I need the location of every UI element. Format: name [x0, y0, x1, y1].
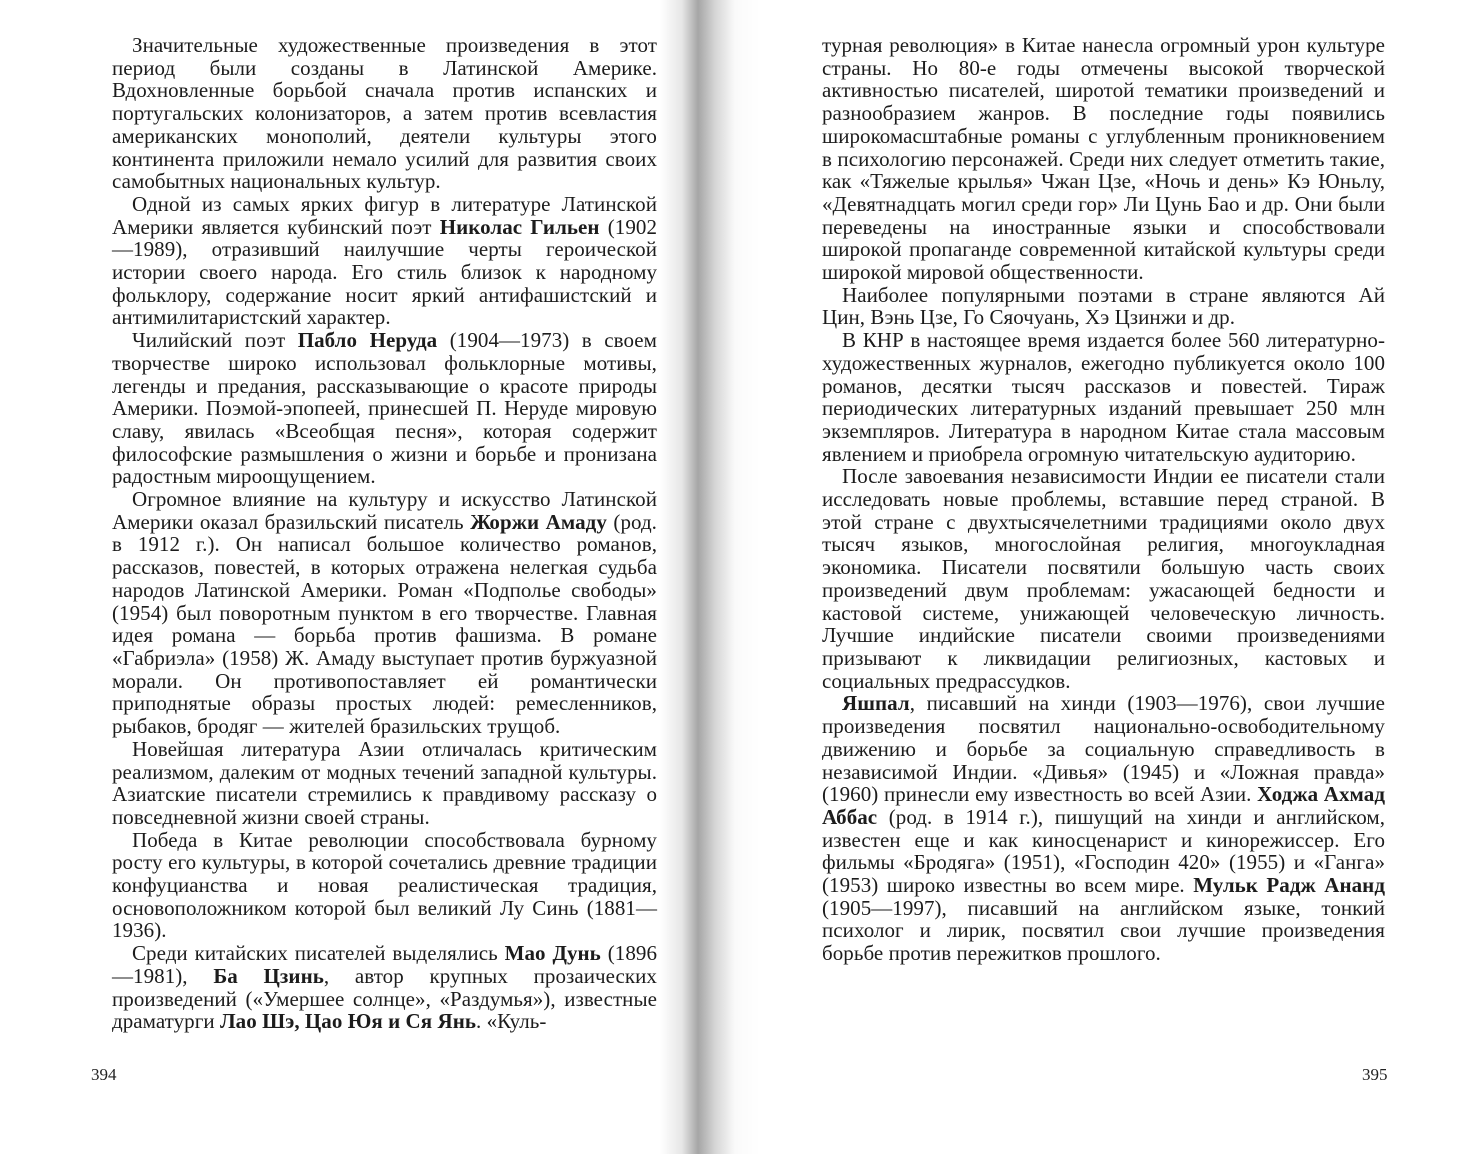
text-run: Новейшая литература Азии отличалась критическим реализмом, далеким от модных течений западной культуры. Азиатские писатели стремились к правдивому рассказу о повседневной жизни своей страны.: [112, 736, 657, 829]
text-run: турная революция» в Китае нанесла огромный урон культуре страны. Но 80-е годы отмечены высокой творческой активностью писателей, широтой тематики произведений и разнообразием жанров. В последние годы появились широкомасштабные романы с углубленным проникновением в психологию персонажей. Среди них следует отметить такие, как «Тяжелые крылья» Чжан Цзе, «Ночь и день» Кэ Юньлу, «Девятнадцать могил среди гор» Ли Цунь Бао и др. Они были переведены на иностранные языки и способствовали широкой пропаганде современной китайской культуры среди широкой мировой общественности.: [822, 33, 1385, 285]
text-run: Огромное влияние на культуру и искусство Латинской Америки оказал бразильский писатель: [112, 487, 657, 534]
paragraph: [822, 692, 1385, 964]
right-page: [822, 34, 1385, 965]
text-run: . «Куль-: [476, 1009, 547, 1034]
book-gutter: [660, 0, 760, 1154]
text-run: Среди китайских писателей выделялись: [132, 941, 505, 966]
paragraph: [112, 942, 657, 1033]
paragraph: [112, 829, 657, 943]
text-run: , писавший на хинди (1903—1976), свои лучшие произведения посвятил национально-освободительному движению и борьбе за социальную справедливость в независимой Индии. «Дивья» (1945) и «Ложная правда» (1960) принесли ему известность во всей Азии.: [822, 691, 1385, 807]
text-run: (1902—1989), отразивший наилучшие черты героической истории своего народа. Его стиль близок к народному фольклору, содержание носит яркий антифашистский и антимилитаристский характер.: [112, 214, 657, 330]
bold-name: Мао Дунь: [504, 941, 601, 966]
text-run: Одной из самых ярких фигур в литературе Латинской Америки является кубинский поэт: [112, 191, 657, 239]
paragraph: [112, 34, 657, 193]
text-run: (1896—1981),: [112, 941, 657, 988]
paragraph: [822, 329, 1385, 465]
page-number-left: 394: [91, 1065, 117, 1084]
paragraph: [112, 738, 657, 829]
bold-name: Лао Шэ, Цао Юя и Ся Янь: [219, 1009, 477, 1034]
paragraph: [112, 329, 657, 488]
bold-name: Пабло Неруда: [297, 328, 438, 353]
text-run: Значительные художественные произведения в этот период были созданы в Латинской Америке. Вдохновленные борьбой сначала против испанских и португальских колонизаторов, а затем против всевластия американских монополий, деятели культуры этого континента приложили немало усилий для развития своих самобытных национальных культур.: [112, 33, 657, 194]
page-number-right: 395: [1362, 1065, 1388, 1084]
text-run: Чилийский поэт: [132, 328, 298, 353]
bold-name: Жоржи Амаду: [470, 509, 607, 534]
text-run: После завоевания независимости Индии ее писатели стали исследовать новые проблемы, вставшие перед страной. В этой стране с двухтысячелетними традициями около двух тысяч языков, многослойная религия, многоукладная экономика. Писатели посвятили большую часть своих произведений двум проблемам: ужасающей бедности и кастовой системе, унижающей человеческую личность. Лучшие индийские писатели своими произведениями призывают к ликвидации религиозных, кастовых и социальных предрассудков.: [822, 464, 1385, 693]
text-run: , автор крупных прозаических произведений («Умершее солнце», «Раздумья»), известные драматурги: [112, 963, 657, 1034]
text-run: Наиболее популярными поэтами в стране являются Ай Цин, Вэнь Цзе, Го Сяочуань, Хэ Цзинжи и др.: [822, 282, 1385, 330]
text-run: (1904—1973) в своем творчестве широко использовал фольклорные мотивы, легенды и предания, рассказывающие о красоте природы Америки. Поэмой-эпопеей, принесшей П. Неруде мировую славу, явилась «Всеобщая песня», которая содержит философские размышления о жизни и борьбе и пронизана радостным мироощущением.: [112, 328, 657, 489]
text-run: (род. в 1914 г.), пишущий на хинди и английском, известен еще и как киносценарист и кинорежиссер. Его фильмы «Бродяга» (1951), «Господин 420» (1955) и «Ганга» (1953) широко известны во всем мире.: [822, 804, 1385, 898]
paragraph: [112, 488, 657, 738]
text-run: В КНР в настоящее время издается более 560 литературно-художественных журналов, ежегодно публикуется около 100 романов, десятки тысяч рассказов и повестей. Тираж периодических литературных изданий превышает 250 млн экземпляров. Литература в народном Китае стала массовым явлением и приобрела огромную читательскую аудиторию.: [822, 328, 1385, 466]
paragraph: [822, 34, 1385, 284]
paragraph: [822, 465, 1385, 692]
bold-name: Мульк Радж Ананд: [1193, 873, 1385, 898]
paragraph: [112, 193, 657, 329]
text-run: (1905—1997), писавший на английском языке, тонкий психолог и лирик, посвятил свои лучшие произведения борьбе против пережитков прошлого.: [822, 895, 1385, 966]
bold-name: Ба Цзинь: [213, 963, 324, 988]
bold-name: Яшпал: [842, 691, 910, 716]
text-run: (род. в 1912 г.). Он написал большое количество романов, рассказов, повестей, в которых отражена нелегкая судьба народов Латинской Америки. Роман «Подполье свободы» (1954) был поворотным пунктом в его творчестве. Главная идея романа — борьба против фашизма. В романе «Габриэла» (1958) Ж. Амаду выступает против буржуазной морали. Он противопоставляет ей романтически приподнятые образы простых людей: ремесленников, рыбаков, бродяг — жителей бразильских трущоб.: [112, 509, 657, 739]
left-page: [112, 34, 657, 1033]
text-run: Победа в Китае революции способствовала бурному росту его культуры, в которой сочетались древние традиции конфуцианства и новая реалистическая традиция, основоположником которой был великий Лу Синь (1881—1936).: [112, 827, 657, 943]
bold-name: Николас Гильен: [439, 214, 600, 239]
paragraph: [822, 284, 1385, 329]
bold-name: Ходжа Ахмад Аббас: [822, 782, 1385, 829]
